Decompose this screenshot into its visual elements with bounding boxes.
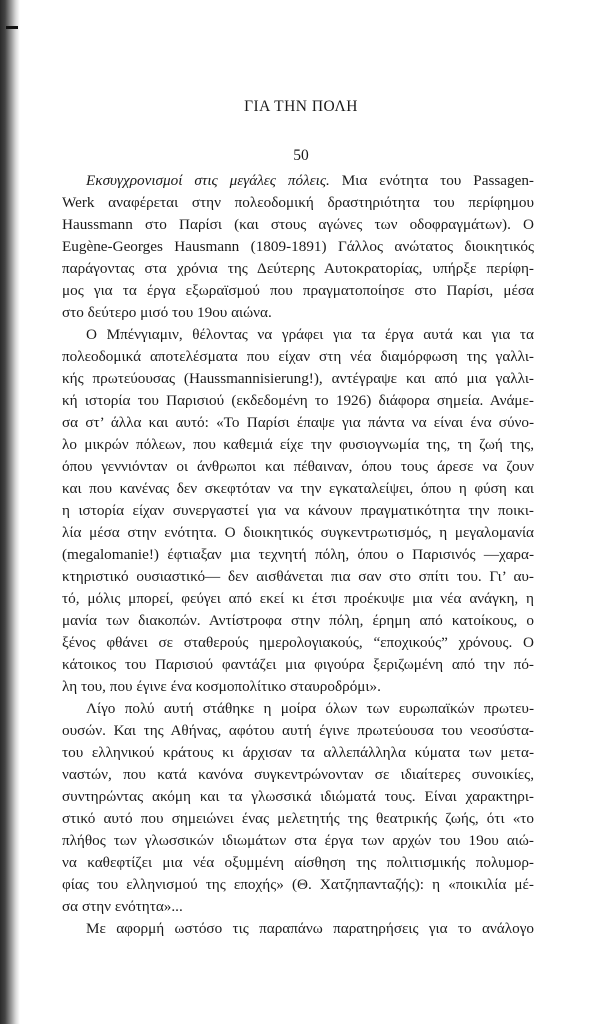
text-line: Werk αναφέρεται στην πολεοδομική δραστηριότητα του περίφημου (62, 194, 534, 211)
text-line: πλήθος των γλωσσικών ιδιωμάτων στα έργα των αρχών του 19ου αιώ- (62, 832, 534, 849)
text-line: φίας του ελληνισμού της εποχής» (Θ. Χατζηπανταζής): η «ποικιλία μέ- (62, 876, 534, 893)
text-span: Μια ενότητα του Passagen- (329, 172, 534, 189)
text-line: μανία των διακοπών. Αντίστροφα στην πόλη, έρημη από κατοίκους, ο (62, 612, 534, 629)
text-line: Eugène-Georges Hausmann (1809-1891) Γάλλος ανώτατος διοικητικός (62, 238, 534, 255)
text-line: Με αφορμή ωστόσο τις παραπάνω παρατηρήσεις για το ανάλογο (86, 920, 534, 937)
text-line: όπου γεννιόνταν οι άνθρωποι και πέθαιναν, όπου τους άρεσε να ζουν (62, 458, 534, 475)
text-line: Λίγο πολύ αυτή στάθηκε η μοίρα όλων των ευρωπαϊκών πρωτευ- (86, 700, 534, 717)
text-line: τό, μόλις μπορεί, φεύγει από εκεί κι έτσι προέκυψε μια νέα ανάγκη, η (62, 590, 534, 607)
text-line: παράγοντας στα χρόνια της Δεύτερης Αυτοκρατορίας, υπήρξε περίφη- (62, 260, 534, 277)
text-line: μος για τα έργα εξωραϊσμού που πραγματοποίησε στο Παρίσι, μέσα (62, 282, 534, 299)
text-line: η ιστορία είχαν συνεργαστεί για να κάνουν πραγματικότητα την ποικι- (62, 502, 534, 519)
text-line: Ο Μπένγιαμιν, θέλοντας να γράφει για τα έργα αυτά και για τα (86, 326, 534, 343)
text-line: να καθεφτίζει μια νέα οξυμμένη αίσθηση της πολιτισμικής πολυμορ- (62, 854, 534, 871)
text-line: κτηριστικό ουσιαστικό— δεν αισθάνεται πια σαν στο σπίτι του. Γι’ αυ- (62, 568, 534, 585)
text-line: Haussmann στο Παρίσι (και στους αγώνες των οδοφραγμάτων). Ο (62, 216, 534, 233)
text-line: πολεοδομικά αποτελέσματα που είχαν στη νέα διαμόρφωση της γαλλι- (62, 348, 534, 365)
text-line: κής πρωτεύουσας (Haussmannisierung!), αντέγραψε και από μια γαλλι- (62, 370, 534, 387)
text-line: στικό αυτό που σημειώνει ένας μελετητής της θεατρικής ζωής, ότι «το (62, 810, 534, 827)
running-head: ΓΙΑ ΤΗΝ ΠΟΛΗ (244, 98, 358, 115)
text-line: ουσών. Και της Αθήνας, αφότου αυτή έγινε πρωτεύουσα του νεοσύστα- (62, 722, 534, 739)
text-line: κή ιστορία του Παρισιού (εκδεδομένη το 1926) διάφορα σημεία. Ανάμε- (62, 392, 534, 409)
page-number: 50 (293, 147, 309, 164)
text-line: σα στην ενότητα»... (62, 898, 183, 915)
text-line: και που κανένας δεν σκεφτόταν να την εγκαταλείψει, όπου η φύση και (62, 480, 534, 497)
text-line: του ελληνικού κράτους κι άρχισαν τα αλλεπάλληλα κύματα των μετα- (62, 744, 534, 761)
text-line (86, 170, 534, 192)
text-line: σα στ’ άλλα και αυτό: «Το Παρίσι έπαψε για πάντα να είναι ένα σύνο- (62, 414, 534, 431)
text-line: συντηρώντας ακόμη και τα γλωσσικά ιδιώματά τους. Είναι χαρακτηρι- (62, 788, 534, 805)
text-line: ναστών, που κατά κανόνα συγκεντρώνονταν σε ιδιαίτερες συνοικίες, (62, 766, 534, 783)
text-line: κάτοικος του Παρισιού φαντάζει μια φιγούρα ξεριζωμένη από την πό- (62, 656, 534, 673)
text-line: στο δεύτερο μισό του 19ου αιώνα. (62, 304, 272, 321)
text-line: ξένος φθάνει σε σταθερούς ημερολογιακούς, “εποχικούς” χρόνους. Ο (62, 634, 534, 651)
text-line: λη του, που έγινε ένα κοσμοπολίτικο σταυροδρόμι». (62, 678, 381, 695)
italic-phrase: Εκσυγχρονισμοί στις μεγάλες πόλεις. (86, 172, 330, 189)
text-line: λία μέσα στην ενότητα. Ο διοικητικός συγκεντρωτισμός, η μεγαλομανία (62, 524, 534, 541)
text-line: (megalomanie!) έφτιαξαν μια τεχνητή πόλη, όπου ο Παρισινός —χαρα- (62, 546, 534, 563)
text-line: λο μικρών πόλεων, που καθεμιά είχε την φυσιογνωμία της, τη ζωή της, (62, 436, 534, 453)
